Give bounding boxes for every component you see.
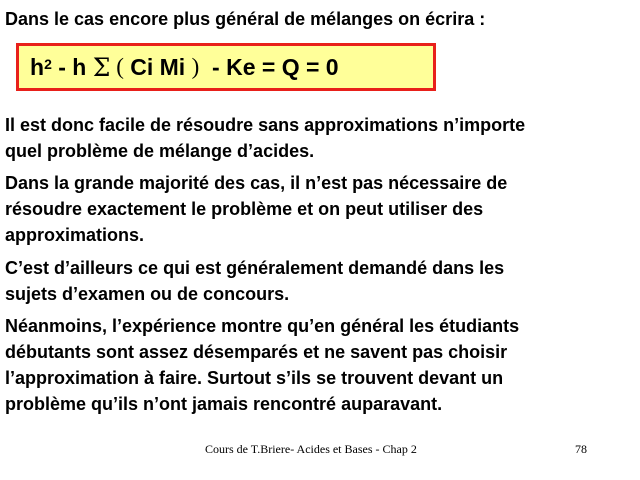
formula-close-paren: ) [191, 54, 200, 79]
page-number: 78 [575, 442, 587, 456]
sigma-symbol: Σ [92, 52, 111, 82]
paragraph-line: résoudre exactement le problème et on peut utiliser des [5, 199, 484, 219]
paragraph-line: Néanmoins, l’expérience montre qu’en général les étudiants [5, 316, 520, 336]
footer-title: Cours de T.Briere- Acides et Bases - Chap 2 [205, 442, 417, 456]
paragraph-line: quel problème de mélange d’acides. [5, 141, 315, 161]
formula-ci-mi: Ci Mi [123, 53, 192, 80]
formula-minus-h: - h [51, 53, 93, 80]
formula-rest: - Ke = Q = 0 [199, 53, 339, 80]
intro-text: Dans le cas encore plus général de mélanges on écrira : [5, 9, 486, 29]
formula-open-paren: ( [110, 54, 124, 79]
paragraph-line: Dans la grande majorité des cas, il n’est pas nécessaire de [5, 173, 508, 193]
paragraph-line: sujets d’examen ou de concours. [5, 284, 290, 304]
paragraph-line: approximations. [5, 225, 145, 245]
paragraph-line: l’approximation à faire. Surtout s’ils se trouvent devant un [5, 368, 504, 388]
paragraph-4 [5, 313, 519, 417]
paragraph-1 [5, 112, 525, 164]
formula-h: h [30, 53, 45, 80]
paragraph-3 [5, 255, 504, 307]
paragraph-2 [5, 170, 507, 248]
paragraph-line: Il est donc facile de résoudre sans approximations n’importe [5, 115, 526, 135]
paragraph-line: débutants sont assez désemparés et ne savent pas choisir [5, 342, 508, 362]
paragraph-line: C’est d’ailleurs ce qui est généralement demandé dans les [5, 258, 505, 278]
formula-box: h $^2$ - h Σ ( Ci Mi ) - Ke = Q = 0 [16, 43, 436, 91]
paragraph-line: problème qu’ils n’ont jamais rencontré auparavant. [5, 394, 443, 414]
